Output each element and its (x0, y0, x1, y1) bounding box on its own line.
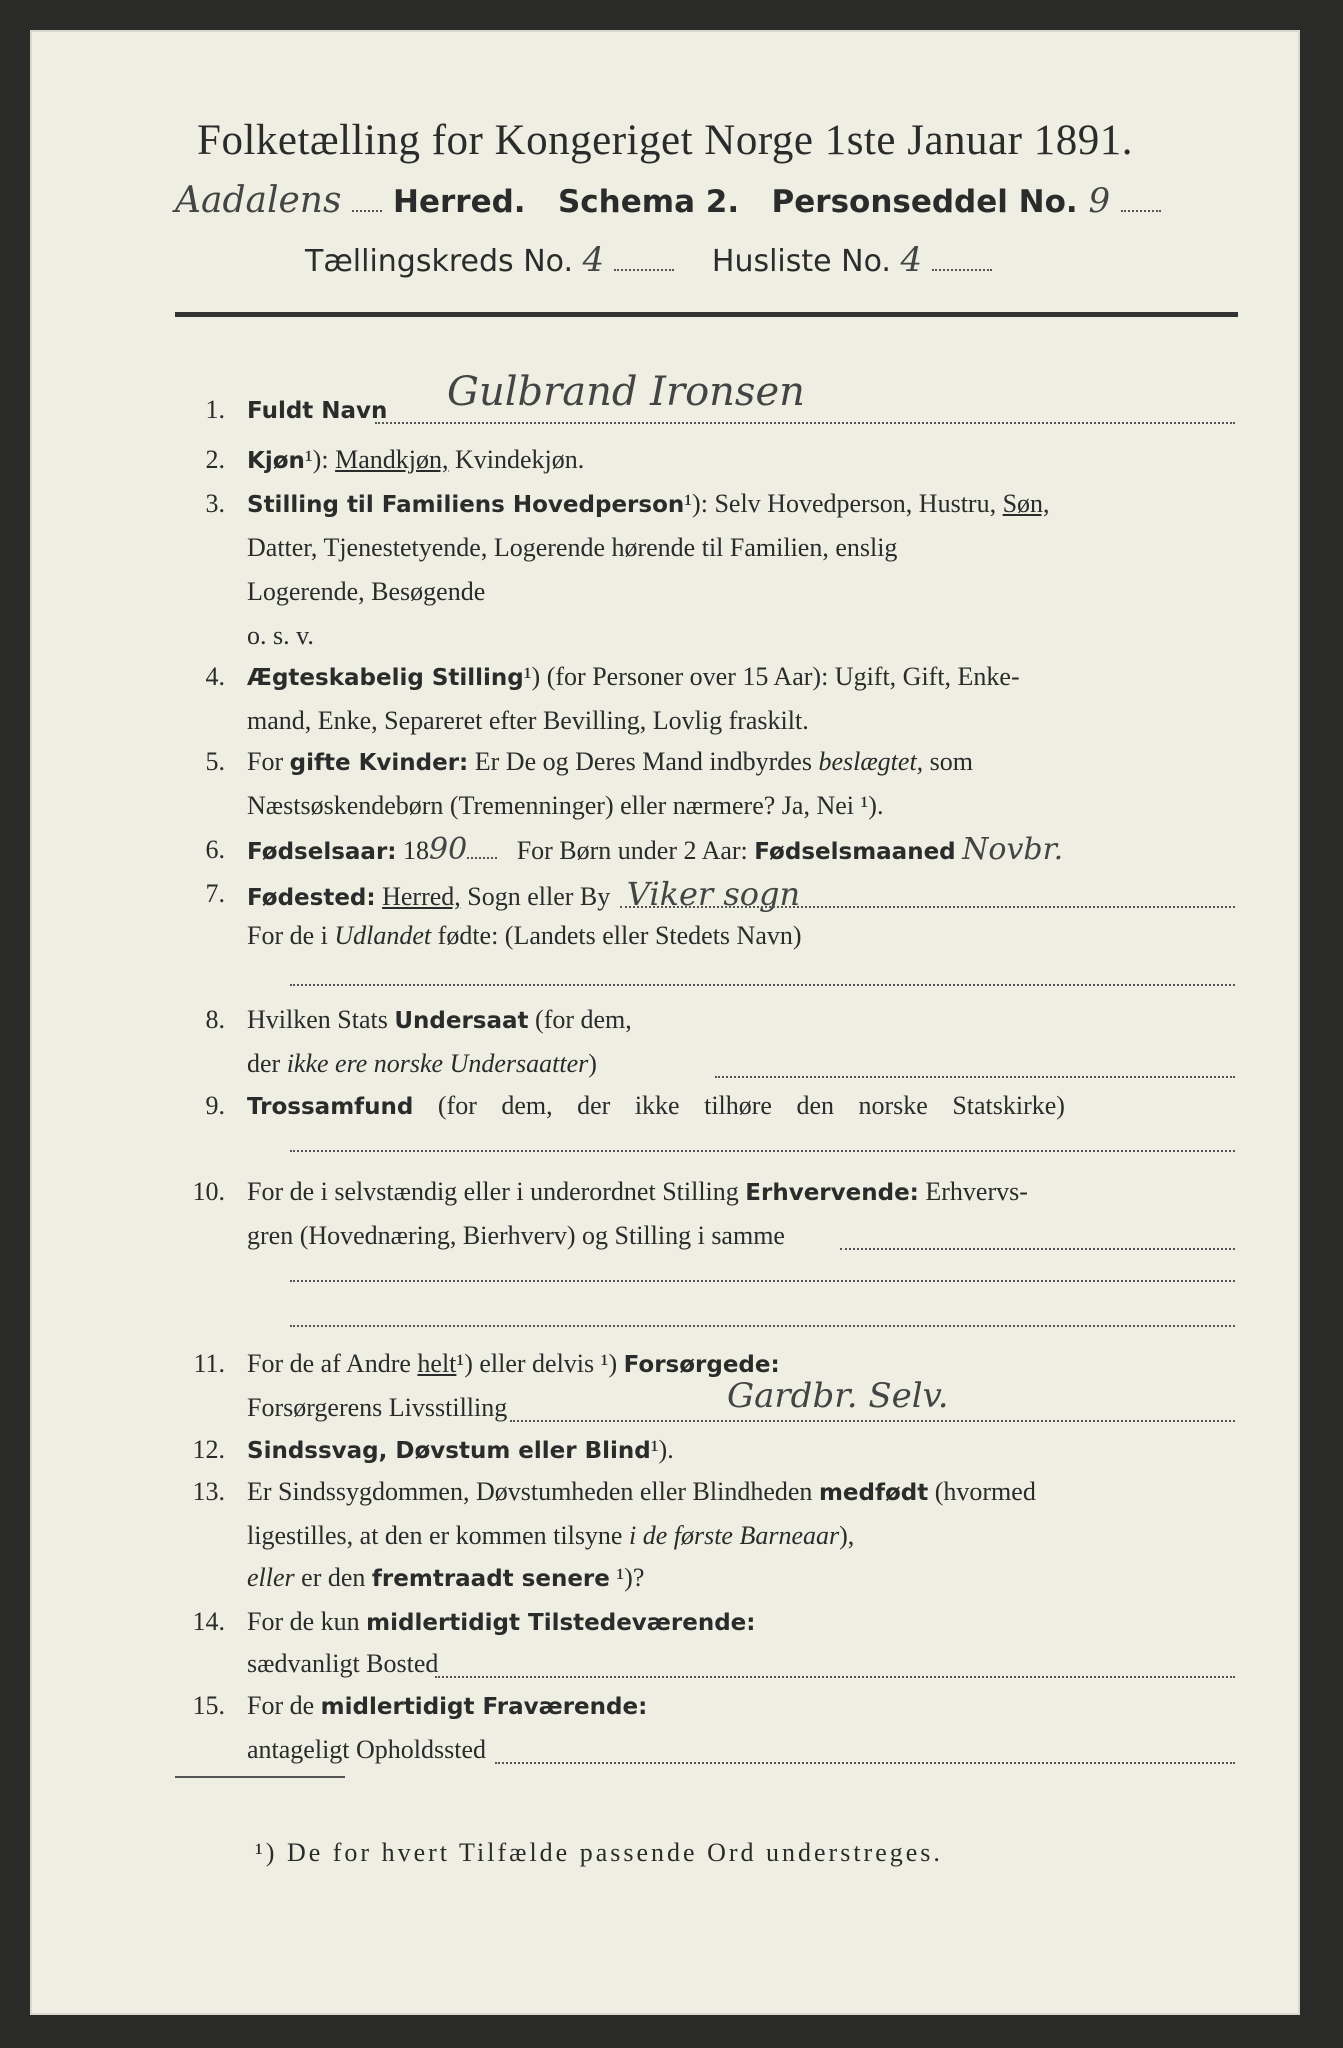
item-7-blank-line (290, 984, 1235, 986)
item-number: 2. (205, 445, 225, 474)
field-label: gifte Kvinder: (289, 750, 469, 776)
field-label: Forsørgede: (623, 1352, 780, 1378)
item-number: 13. (192, 1477, 225, 1506)
schema-label: Schema 2. (557, 184, 740, 220)
header-divider (175, 312, 1238, 317)
year-prefix: 18 (403, 836, 429, 865)
item-number: 14. (192, 1607, 225, 1636)
option-kvindekjon: Kvindekjøn. (454, 445, 585, 474)
text: (for dem, der ikke tilhøre den norske Statskirke) (437, 1091, 1065, 1120)
text: der (247, 1049, 281, 1078)
personseddel-number: 9 (1088, 181, 1111, 221)
item-number: 15. (192, 1691, 225, 1720)
options-line-1: Selv Hovedperson, Hustru, (714, 489, 997, 518)
item-number: 3. (205, 489, 225, 518)
text: ), (839, 1521, 855, 1550)
husliste-number: 4 (900, 240, 923, 280)
item-number: 11. (193, 1349, 225, 1378)
text-italic: beslægtet, (818, 747, 924, 776)
item-number: 12. (192, 1435, 225, 1464)
field-label: Stilling til Familiens Hovedperson (247, 492, 685, 518)
footnote: ¹) De for hvert Tilfælde passende Ord understreges. (255, 1838, 943, 1867)
kreds-label: Tællingskreds No. (305, 244, 573, 279)
text: Sogn eller By (467, 882, 611, 911)
footnote-ref: ¹)? (616, 1563, 645, 1592)
text: fødte: (Landets eller Stedets Navn) (437, 921, 802, 950)
options-line-2: Næstsøskendebørn (Tremenninger) eller nærmere? Ja, Nei ¹). (247, 791, 884, 820)
text-italic: ikke ere norske Undersaatter (286, 1049, 589, 1078)
text: gren (Hovednæring, Bierhverv) og Stilling i samme (247, 1221, 785, 1250)
item-number: 9. (205, 1091, 225, 1120)
name-value-handwritten: Gulbrand Ironsen (447, 369, 805, 415)
item-10-blank-line-2 (290, 1325, 1235, 1327)
kreds-line (305, 240, 1205, 280)
footnote-ref: ¹): (304, 445, 329, 474)
field-label: Undersaat (394, 1008, 529, 1034)
footnote-ref: ¹): (684, 489, 708, 518)
birth-month-handwritten: Novbr. (962, 832, 1064, 867)
herred-line (175, 180, 1235, 221)
item-number: 8. (205, 1005, 225, 1034)
text-italic: i de første Barneaar (628, 1521, 840, 1550)
field-label: Ægteskabelig Stilling (247, 665, 524, 691)
text: ) (588, 1049, 597, 1078)
text: For (247, 747, 284, 776)
text: ligestilles, at den er kommen tilsyne (247, 1521, 623, 1550)
options-line-1: (for Personer over 15 Aar): Ugift, Gift, Enke- (546, 662, 1020, 691)
option-herred: Herred, (382, 882, 461, 911)
text: er den (301, 1563, 366, 1592)
birthplace-handwritten: Viker sogn (626, 875, 801, 913)
footnote-ref: ¹) (523, 662, 541, 691)
text: For de (247, 1691, 315, 1720)
options-line-2: Datter, Tjenestetyende, Logerende hørende til Familien, enslig (247, 533, 898, 562)
field-label: midlertidigt Fraværende: (320, 1694, 648, 1720)
text: (for dem, (535, 1005, 632, 1034)
birth-year-handwritten: 90 (429, 832, 468, 867)
text: For de i (247, 921, 328, 950)
herred-label: Herred. (393, 184, 526, 220)
field-label: Fuldt Navn (247, 398, 388, 424)
husliste-label: Husliste No. (711, 244, 891, 279)
text: som (929, 747, 974, 776)
text-italic: Udlandet (334, 921, 432, 950)
field-label: Trossamfund (247, 1094, 414, 1120)
footnote-ref: ¹). (650, 1435, 674, 1464)
item-10-blank-line-1 (290, 1280, 1235, 1282)
text-italic: eller (247, 1563, 295, 1592)
item-number: 10. (192, 1177, 225, 1206)
text: For de af Andre (247, 1349, 411, 1378)
herred-name-handwritten: Aadalens (175, 180, 342, 221)
item-number: 4. (205, 662, 225, 691)
personseddel-label: Personseddel No. (771, 184, 1078, 220)
text: Erhvervs- (925, 1177, 1028, 1206)
options-line-2: mand, Enke, Separeret efter Bevilling, Lovlig fraskilt. (247, 706, 809, 735)
option-son: Søn, (1002, 489, 1050, 518)
options-line-4: o. s. v. (247, 621, 314, 650)
text: (hvormed (934, 1477, 1036, 1506)
field-label: Erhvervende: (745, 1180, 919, 1206)
text: For de kun (247, 1607, 360, 1636)
text: For Børn under 2 Aar: (516, 836, 748, 865)
footnote-divider (175, 1776, 345, 1778)
item-number: 6. (205, 835, 225, 864)
field-label: Fødselsmaaned (754, 839, 956, 865)
census-form-sheet (30, 30, 1300, 2015)
field-label: medfødt (818, 1480, 929, 1506)
text: Er Sindssygdommen, Døvstumheden eller Blindheden (247, 1477, 813, 1506)
item-number: 1. (205, 395, 225, 424)
text: ¹) eller delvis ¹) (456, 1349, 618, 1378)
options-line-3: Logerende, Besøgende (247, 577, 486, 606)
item-number: 7. (205, 879, 225, 908)
item-9-blank-line (290, 1150, 1235, 1152)
field-label: fremtraadt senere (371, 1566, 610, 1592)
text: antageligt Opholdssted (247, 1735, 487, 1764)
text: Forsørgerens Livsstilling (247, 1393, 508, 1422)
text: Er De og Deres Mand indbyrdes (474, 747, 812, 776)
item-number: 5. (205, 747, 225, 776)
text: For de i selvstændig eller i underordnet Stilling (247, 1177, 739, 1206)
field-label: midlertidigt Tilstedeværende: (366, 1610, 756, 1636)
field-label: Kjøn (247, 448, 305, 474)
text: Hvilken Stats (247, 1005, 388, 1034)
field-label: Sindssvag, Døvstum eller Blind (247, 1438, 651, 1464)
option-mandkjon: Mandkjøn, (335, 445, 449, 474)
option-helt: helt (417, 1349, 457, 1378)
field-label: Fødselsaar: (247, 839, 397, 865)
text: sædvanligt Bosted (247, 1649, 439, 1678)
field-label: Fødested: (247, 885, 376, 911)
supporter-occupation-handwritten: Gardbr. Selv. (727, 1376, 949, 1416)
kreds-number: 4 (582, 240, 605, 280)
form-title: Folketælling for Kongeriget Norge 1ste Januar 1891. (197, 117, 1133, 164)
